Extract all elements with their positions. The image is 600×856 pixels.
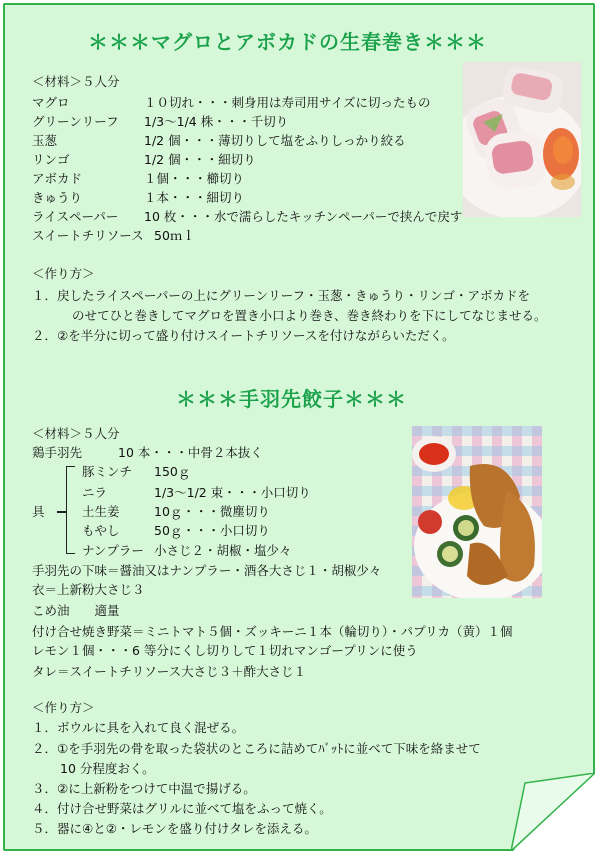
note-line: レモン１個・・・6 等分にくし切りして１切れマンゴープリンに使う [32,643,418,658]
note-line: 付け合せ焼き野菜＝ミニトマト５個・ズッキーニ１本（輪切り）・パプリカ（黄）１個 [32,624,513,639]
recipe2-title: ＊＊＊手羽先餃子＊＊＊ [176,387,407,411]
ingredient-name: マグロ [32,95,70,110]
filling-name: 豚ミンチ [82,464,133,479]
method-step: ２．①を手羽先の骨を取った袋状のところに詰めてﾊﾞｯﾄに並べて下味を絡ませて [32,741,481,756]
recipe2-method-header: ＜作り方＞ [32,700,95,715]
filling-bracket-tick [57,511,67,513]
filling-name: ニラ [82,485,108,500]
method-step: １．ボウルに具を入れて良く混ぜる。 [32,720,245,735]
method-step: １．戻したライスペーパーの上にグリーンリーフ・玉葱・きゅうり・リンゴ・アボカドを [32,288,531,303]
filling-bracket [66,466,75,554]
method-step: 10 分程度おく。 [60,761,155,776]
ingredient-name: グリーンリーフ [32,114,119,129]
ingredient-detail: １個・・・櫛切り [144,171,245,186]
ingredient-name: 玉葱 [32,133,58,148]
note-line: 衣＝上新粉大さじ３ [32,582,145,597]
ingredient-name: リンゴ [32,152,70,167]
note-line: こめ油 適量 [32,603,120,618]
recipe1-title: ＊＊＊マグロとアボカドの生春巻き＊＊＊ [88,30,487,54]
ingredient-name: スイートチリソース [32,228,144,243]
filling-label: 具 [32,504,45,519]
filling-detail: 小さじ２・胡椒・塩少々 [154,543,292,558]
filling-name: ナンプラー [82,543,144,558]
ingredient-detail: 50ｍｌ [154,228,195,243]
ingredient-detail: 1/3～1/4 株・・・千切り [144,114,289,129]
method-step: ５．器に④と②・レモンを盛り付けタレを添える。 [32,821,317,836]
ingredient-detail: 1/2 個・・・薄切りして塩をふりしっかり絞る [144,133,406,148]
chicken-name: 鶏手羽先 [32,445,83,460]
method-step: ３．②に上新粉をつけて中温で揚げる。 [32,781,256,796]
filling-detail: 50ｇ・・・小口切り [154,523,270,538]
chicken-detail: 10 本・・・中骨２本抜く [118,445,263,460]
method-step: のせてひと巻きしてマグロを置き小口より巻き、巻き終わりを下にしてなじませる。 [72,308,547,323]
ingredient-detail: １本・・・細切り [144,190,245,205]
filling-detail: 1/3～1/2 束・・・小口切り [154,485,311,500]
note-line: 手羽先の下味＝醤油又はナンプラー・酒各大さじ１・胡椒少々 [32,563,382,578]
filling-name: 土生姜 [82,504,120,519]
recipe1-method-header: ＜作り方＞ [32,266,95,281]
recipe2-ingredients-header: ＜材料＞５人分 [32,426,120,441]
method-step: ４．付け合せ野菜はグリルに並べて塩をふって焼く。 [32,801,332,816]
ingredient-name: ライスペーパー [32,209,119,224]
filling-detail: 150ｇ [154,464,191,479]
method-step: ２．②を半分に切って盛り付けスイートチリソースを付けながらいただく。 [32,328,455,343]
ingredient-name: きゅうり [32,190,83,205]
note-line: タレ＝スイートチリソース大さじ３＋酢大さじ１ [32,664,307,679]
recipe1-ingredients-header: ＜材料＞５人分 [32,74,120,89]
ingredient-detail: 10 枚・・・水で濡らしたキッチンペーパーで挟んで戻す [144,209,463,224]
ingredient-detail: １０切れ・・・刺身用は寿司用サイズに切ったもの [144,95,431,110]
ingredient-name: アボカド [32,171,83,186]
spring-rolls-photo [463,62,581,217]
filling-detail: 10ｇ・・・微塵切り [154,504,270,519]
ingredient-detail: 1/2 個・・・細切り [144,152,256,167]
filling-name: もやし [82,523,120,538]
page-curl [511,773,595,851]
chicken-wing-gyoza-photo [412,426,542,598]
